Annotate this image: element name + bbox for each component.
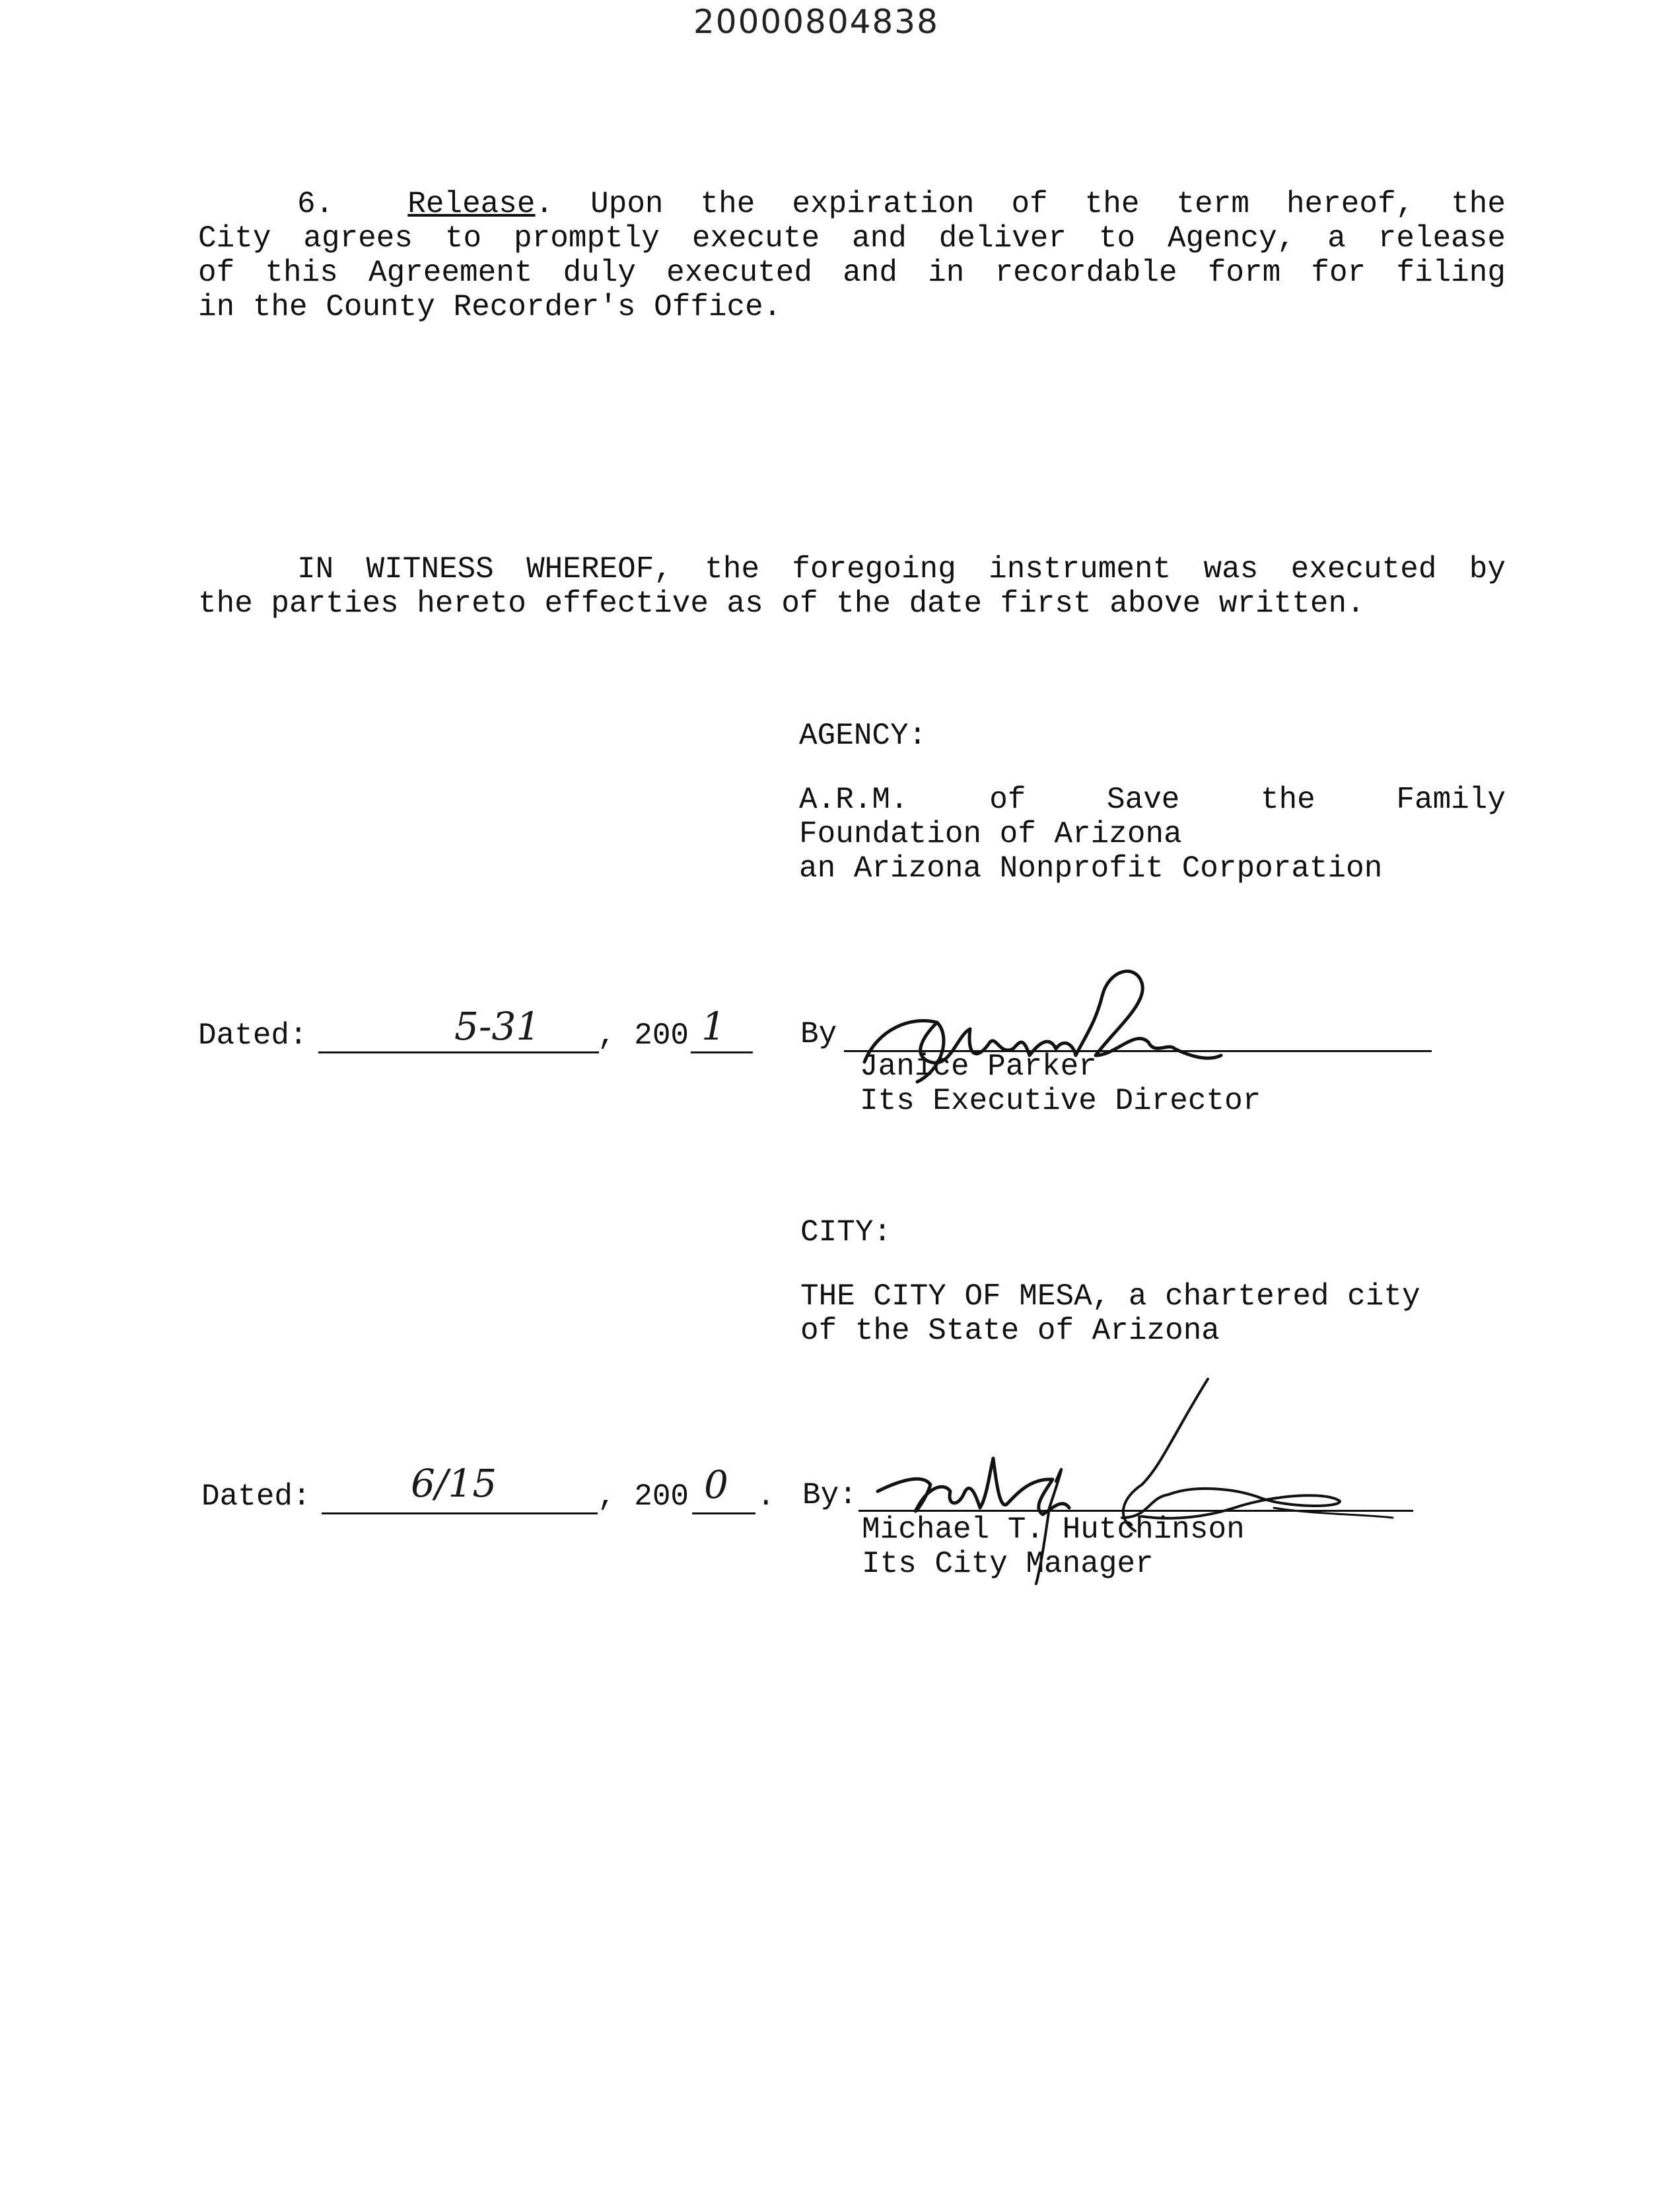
agency-year-prefix: , 200 (598, 1018, 689, 1053)
city-name-line-1: THE CITY OF MESA, a chartered city (800, 1279, 1420, 1314)
city-handwritten-date: 6/15 (411, 1461, 497, 1506)
release-line-3: of this Agreement duly executed and in recordable form for filing (198, 256, 1506, 290)
agency-dated-label: Dated: (198, 1018, 308, 1053)
agency-year-blank (691, 1051, 753, 1053)
city-year-blank (692, 1512, 755, 1514)
city-year-suffix: . (757, 1479, 775, 1514)
city-handwritten-year: 0 (704, 1462, 728, 1507)
agency-name-line-1: A.R.M. of Save the Family (799, 783, 1506, 817)
document-number: 20000804838 (693, 3, 939, 41)
agency-name-line-3: an Arizona Nonprofit Corporation (799, 851, 1383, 886)
witness-line-2: the parties hereto effective as of the date first above written. (198, 586, 1365, 621)
city-dated-label: Dated: (201, 1479, 311, 1514)
release-number: 6. (297, 187, 334, 221)
agency-handwritten-date: 5-31 (454, 1004, 541, 1049)
agency-handwritten-year: 1 (701, 1004, 726, 1049)
city-date-blank (322, 1512, 598, 1514)
release-line-4: in the County Recorder's Office. (198, 290, 782, 324)
witness-line-1-text: IN WITNESS WHEREOF, the foregoing instrument was executed by (297, 552, 1506, 586)
agency-by-label: By (800, 1017, 837, 1051)
agency-label: AGENCY: (799, 719, 927, 753)
release-heading: Release (407, 187, 536, 221)
release-paragraph (198, 187, 1506, 324)
release-line-2: City agrees to promptly execute and deliver to Agency, a release (198, 221, 1506, 256)
city-by-label: By: (802, 1478, 857, 1512)
agency-signer-title: Its Executive Director (860, 1084, 1261, 1118)
city-signer-name: Michael T. Hutchinson (862, 1512, 1245, 1547)
agency-date-blank (318, 1051, 599, 1053)
witness-paragraph (198, 552, 1506, 621)
agency-signer-name: Janice Parker (860, 1049, 1097, 1084)
city-name-line-2: of the State of Arizona (800, 1314, 1220, 1348)
city-signer-title: Its City Manager (862, 1547, 1154, 1581)
witness-line-1 (198, 552, 1506, 586)
release-line-1-rest: . Upon the expiration of the term hereof, the (535, 187, 1506, 221)
agency-name-line-2: Foundation of Arizona (799, 817, 1182, 851)
city-label: CITY: (800, 1215, 892, 1250)
release-line-1 (198, 187, 1506, 221)
city-year-prefix: , 200 (598, 1479, 689, 1514)
